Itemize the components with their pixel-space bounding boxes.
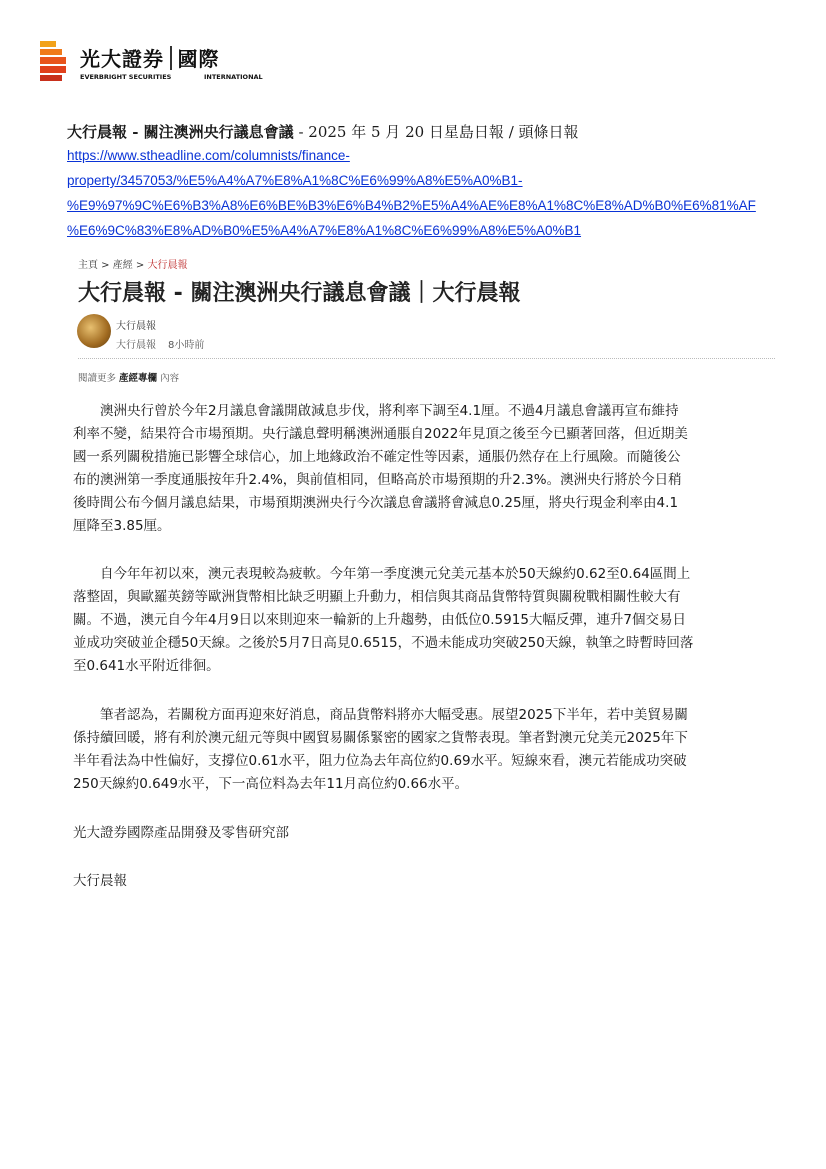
paragraph-line: 布的澳洲第一季度通脹按年升2.4%，與前值相同，但略高於市場預期的升2.3%。澳洲央行將於今日稍 [73, 472, 682, 488]
author-avatar [77, 314, 111, 348]
paragraph-line: 250天線約0.649水平，下一高位料為去年11月高位約0.66水平。 [73, 776, 469, 792]
paragraph-line: 筆者認為，若關稅方面再迎來好消息，商品貨幣料將亦大幅受惠。展望2025下半年，若中美貿易關 [73, 707, 688, 723]
document-title [67, 121, 579, 142]
read-more-prefix: 閱讀更多 [78, 373, 117, 384]
author-name[interactable]: 大行晨報 [116, 321, 156, 332]
read-more [78, 370, 179, 384]
logo-divider [170, 46, 172, 70]
logo-name-cn: 光大證券 [80, 47, 164, 71]
breadcrumb-finance[interactable]: 產經 [112, 260, 133, 271]
author-meta: 大行晨報 [116, 340, 156, 351]
everbright-logo-mark-icon [38, 40, 72, 84]
read-more-link[interactable]: 產經專欄 [119, 373, 158, 384]
logo-name-en1: EVERBRIGHT SECURITIES [80, 73, 172, 81]
paragraph-line: 利率不變，結果符合市場預期。央行議息聲明稱澳洲通脹自2022年見頂之後至今已顯著回落，但近期美 [73, 426, 688, 442]
company-logo [38, 40, 263, 84]
logo-name-en2: INTERNATIONAL [204, 73, 263, 81]
breadcrumb: 主頁 > 產經 > 大行晨報 [78, 260, 188, 271]
department-credit: 光大證券國際產品開發及零售研究部 [73, 825, 289, 841]
paragraph-line: 國一系列關稅措施已影響全球信心，加上地緣政治不確定性等因素，通脹仍然存在上行風險。而隨後公 [73, 449, 681, 465]
breadcrumb-current[interactable]: 大行晨報 [147, 260, 188, 271]
logo-name-cn2: 國際 [177, 47, 220, 71]
paragraph-line: 厘降至3.85厘。 [73, 518, 171, 534]
source-url-line-2[interactable]: property/3457053/%E5%A4%A7%E8%A1%8C%E6%99%A8%E5%A0%B1- [67, 173, 523, 188]
signoff: 大行晨報 [73, 873, 127, 889]
source-url-line-3[interactable]: %E9%97%9C%E6%B3%A8%E6%BE%B3%E6%B4%B2%E5%A4%AE%E8%A1%8C%E8%AD%B0%E6%81%AF [67, 198, 756, 213]
read-more-suffix: 內容 [160, 373, 180, 384]
source-url-line-1[interactable]: https://www.stheadline.com/columnists/finance- [67, 148, 350, 163]
paragraph-line: 係持續回暖，將有利於澳元紐元等與中國貿易關係緊密的國家之貨幣表現。筆者對澳元兌美元2025年下 [73, 730, 688, 746]
paragraph-line: 並成功突破並企穩50天線。之後於5月7日高見0.6515，不過未能成功突破250天線，執筆之時暫時回落 [73, 635, 694, 651]
paragraph-line: 半年看法為中性偏好，支撐位0.61水平，阻力位為去年高位約0.69水平。短線來看，澳元若能成功突破 [73, 753, 687, 769]
article-paragraph-1 [73, 400, 776, 538]
article-title: 大行晨報 - 關注澳洲央行議息會議｜大行晨報 [78, 281, 521, 306]
paragraph-line: 澳洲央行曾於今年2月議息會議開啟減息步伐，將利率下調至4.1厘。不過4月議息會議再宣布維持 [73, 403, 679, 419]
divider [78, 358, 775, 359]
paragraph-line: 關。不過，澳元自今年4月9日以來則迎來一輪新的上升趨勢，由低位0.5915大幅反彈，連升7個交易日 [73, 612, 687, 628]
paragraph-line: 後時間公布今個月議息結果，市場預期澳洲央行今次議息會議將會減息0.25厘，將央行現金利率由4.1 [73, 495, 679, 511]
source-url-line-4[interactable]: %E6%9C%83%E8%AD%B0%E5%A4%A7%E8%A1%8C%E6%99%A8%E5%A0%B1 [67, 223, 582, 238]
paragraph-line: 落整固，與歐羅英鎊等歐洲貨幣相比缺乏明顯上升動力，相信與其商品貨幣特質與關稅戰相關性較大有 [73, 589, 681, 605]
paragraph-line: 至0.641水平附近徘徊。 [73, 658, 220, 674]
report-title: 大行晨報 - 關注澳洲央行議息會議 [67, 123, 294, 141]
paragraph-line: 自今年年初以來，澳元表現較為疲軟。今年第一季度澳元兌美元基本於50天線約0.62至0.64區間上 [73, 566, 691, 582]
report-source: - 2025 年 5 月 20 日星島日報 / 頭條日報 [293, 123, 579, 141]
breadcrumb-home[interactable]: 主頁 [78, 260, 98, 271]
article-paragraph-3 [73, 704, 776, 796]
publish-time: 8小時前 [168, 340, 205, 351]
article-paragraph-2 [73, 563, 776, 678]
article-meta [116, 336, 204, 351]
